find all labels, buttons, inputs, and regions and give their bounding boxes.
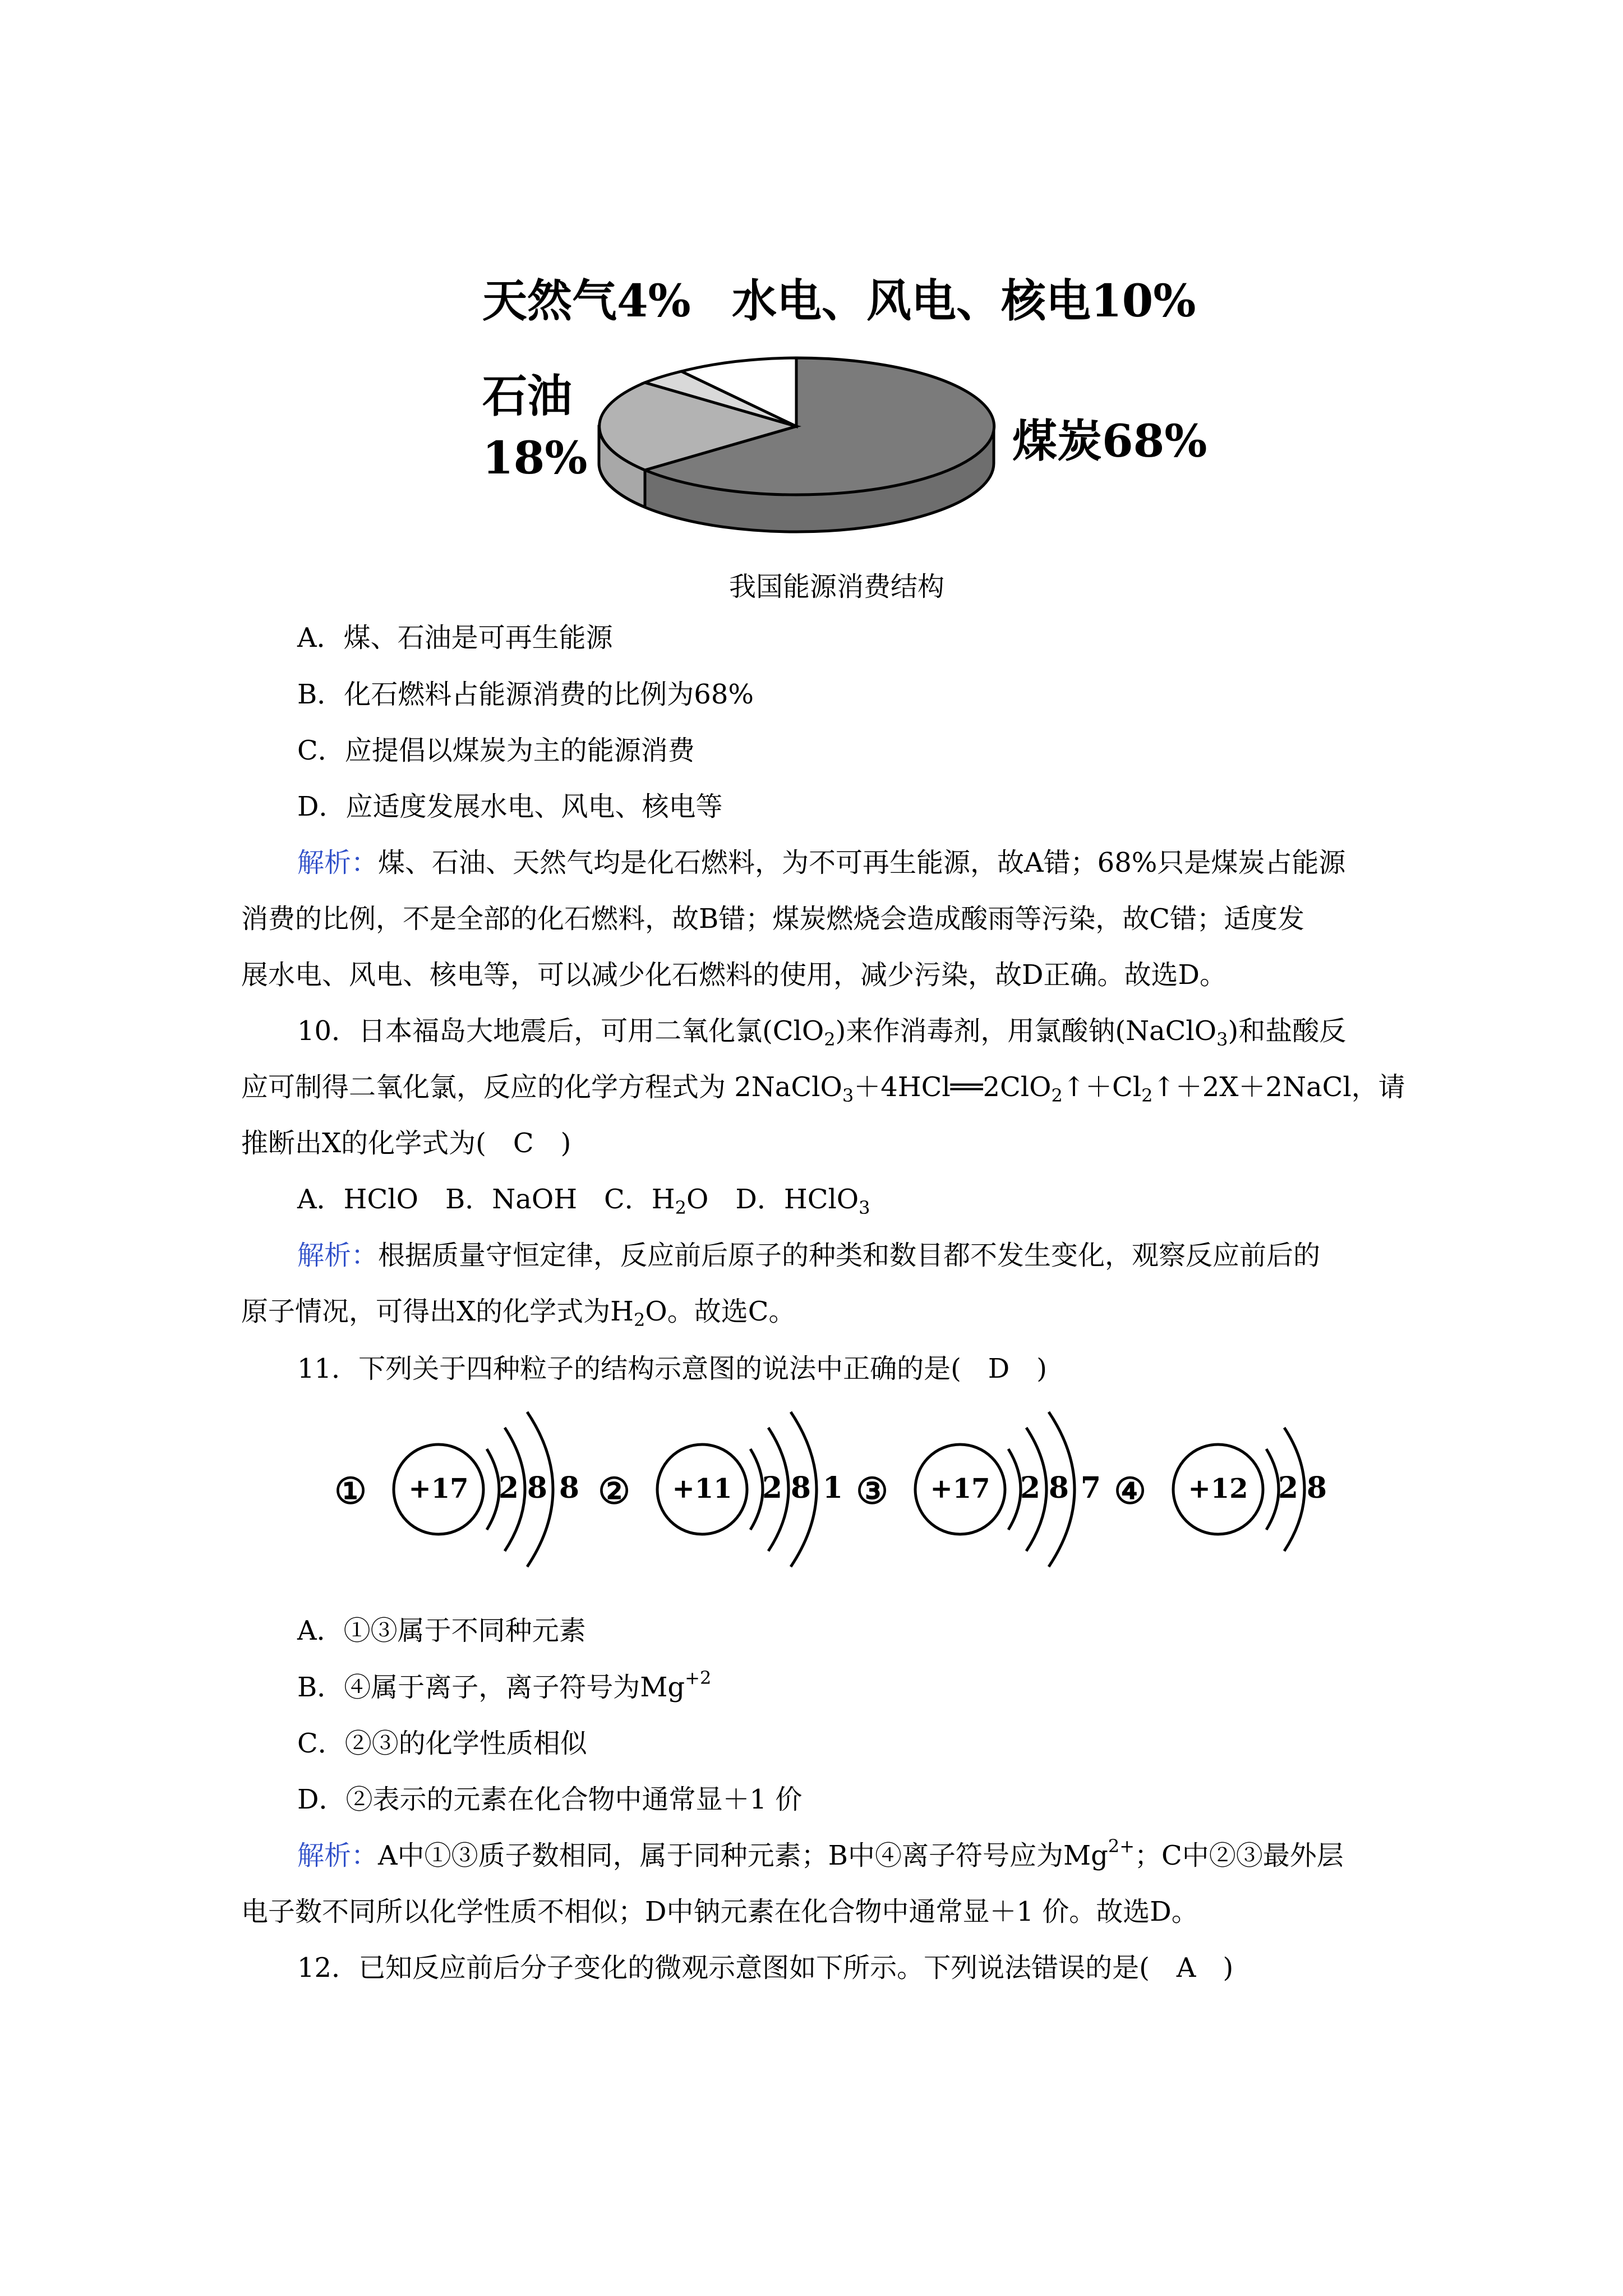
- atom-1-number: ①: [334, 1470, 367, 1512]
- atom-3: [856, 1412, 1101, 1567]
- q10-analysis-line-1: 解析：根据质量守恒定律，反应前后原子的种类和数目都不发生变化，观察反应前后的: [297, 1240, 1321, 1271]
- q11-option-d: D．②表示的元素在化合物中通常显＋1 价: [297, 1784, 803, 1815]
- atom-2-shell-1-electrons: 2: [762, 1471, 783, 1505]
- atom-structure-diagrams: [334, 1400, 1327, 1568]
- atom-4: [1114, 1428, 1327, 1551]
- q11-stem: 11．下列关于四种粒子的结构示意图的说法中正确的是( D ): [297, 1353, 1048, 1384]
- q9-analysis-line-2: 消费的比例，不是全部的化石燃料，故B错；煤炭燃烧会造成酸雨等污染，故C错；适度发: [241, 903, 1305, 935]
- q11-option-b: B．④属于离子，离子符号为$Mg^{+2}$: [297, 1667, 712, 1703]
- q11-option-c: C．②③的化学性质相似: [297, 1728, 587, 1759]
- analysis-label: 解析：: [297, 1840, 379, 1871]
- atom-4-shell-2-electrons: 8: [1306, 1471, 1327, 1505]
- q10-stem-line-1: 10．日本福岛大地震后，可用二氧化氯(ClO$_2$)来作消毒剂，用氯酸钠(NaClO$_3$)和盐酸反: [297, 1015, 1347, 1050]
- atom-1-nucleus-charge: +17: [408, 1473, 469, 1504]
- pie-label-gas: 天然气4%: [482, 274, 691, 327]
- q9-analysis-line-1: 解析：煤、石油、天然气均是化石燃料，为不可再生能源，故A错；68%只是煤炭占能源: [297, 847, 1346, 878]
- atom-1-shell-3-electrons: 8: [559, 1471, 580, 1505]
- atom-2-nucleus-charge: +11: [672, 1473, 732, 1504]
- chart-caption: 我国能源消费结构: [729, 571, 945, 602]
- q10-stem-line-3: 推断出X的化学式为( C ): [241, 1128, 571, 1159]
- pie-label-oil-value: 18%: [482, 431, 588, 484]
- atom-4-shell-1-electrons: 2: [1278, 1471, 1299, 1505]
- atom-4-shell-1: [1266, 1449, 1279, 1530]
- pie-label-oil-name: 石油: [482, 370, 572, 422]
- atom-1-shell-1: [487, 1449, 499, 1530]
- pie-label-hydro: 水电、风电、核电10%: [732, 274, 1196, 327]
- q10-analysis-line-2: 原子情况，可得出X的化学式为$H_2O$。故选C。: [241, 1296, 796, 1331]
- atom-4-nucleus-charge: +12: [1188, 1473, 1248, 1504]
- atom-2-shell-2-electrons: 8: [790, 1471, 811, 1505]
- atom-3-shell-1: [1008, 1449, 1021, 1530]
- q10-stem-line-2: 应可制得二氧化氯，反应的化学方程式为 $2NaClO_3+4HCl══2ClO_2↑+Cl_2↑+2X+2NaCl$，请: [241, 1071, 1405, 1106]
- analysis-label: 解析：: [297, 1240, 379, 1271]
- q11-analysis-line-2: 电子数不同所以化学性质不相似；D中钠元素在化合物中通常显＋1 价。故选D。: [241, 1896, 1198, 1927]
- q9-option-c: C．应提倡以煤炭为主的能源消费: [297, 735, 695, 766]
- q9-option-d: D．应适度发展水电、风电、核电等: [297, 791, 723, 822]
- pie-label-coal: 煤炭68%: [1012, 415, 1207, 467]
- atom-2-shell-1: [750, 1449, 763, 1530]
- atom-3-number: ③: [856, 1470, 888, 1512]
- q11-option-a: A．①③属于不同种元素: [297, 1615, 586, 1646]
- atom-3-shell-3-electrons: 7: [1080, 1471, 1101, 1505]
- atom-1: [334, 1412, 579, 1567]
- atom-3-shell-2-electrons: 8: [1048, 1471, 1069, 1505]
- pie-chart: [583, 353, 1009, 539]
- analysis-label: 解析：: [297, 847, 379, 878]
- q9-option-a: A．煤、石油是可再生能源: [297, 622, 613, 654]
- q11-analysis-line-1: 解析：A中①③质子数相同，属于同种元素；B中④离子符号应为$Mg^{2+}$；C中②③最外层: [297, 1835, 1344, 1871]
- atom-4-number: ④: [1114, 1470, 1146, 1512]
- q9-option-b: B．化石燃料占能源消费的比例为68%: [297, 679, 754, 710]
- atom-3-nucleus-charge: +17: [930, 1473, 990, 1504]
- q10-options: A．HClO B．NaOH C．$H_2O$ D．HClO$_3$: [297, 1184, 870, 1218]
- q9-analysis-line-3: 展水电、风电、核电等，可以减少化石燃料的使用，减少污染，故D正确。故选D。: [241, 959, 1227, 991]
- atom-1-shell-1-electrons: 2: [498, 1471, 519, 1505]
- q12-stem: 12．已知反应前后分子变化的微观示意图如下所示。下列说法错误的是( A ): [297, 1952, 1234, 1984]
- atom-1-shell-2-electrons: 8: [527, 1471, 548, 1505]
- atom-3-shell-1-electrons: 2: [1020, 1471, 1041, 1505]
- atom-2-number: ②: [598, 1470, 630, 1512]
- atom-2-shell-3-electrons: 1: [822, 1471, 843, 1505]
- atom-2: [598, 1412, 843, 1567]
